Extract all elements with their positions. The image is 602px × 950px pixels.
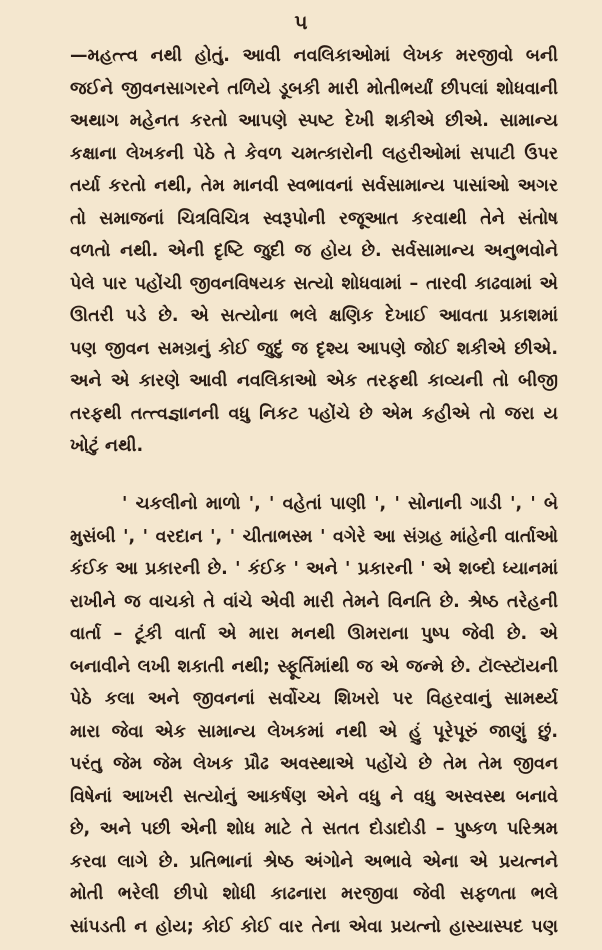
text-line: પરંતુ જેમ જેમ લેખક પ્રૌઢ અવસ્થાએ પહોંચે છે તેમ તેમ જીવન <box>70 754 558 774</box>
text-line: સાંપડતી ન હોય; કોઈ કોઈ વાર તેના એવા પ્રયત્નો હાસ્યાસ્પદ પણ <box>70 916 558 937</box>
text-line: મુસંબી ', ' વરદાન ', ' ચીતાભસ્મ ' વગેરે આ સંગ્રહ માંહેની વાર્તાઓ <box>70 526 558 547</box>
text-line: ખોટું નથી. <box>70 436 144 456</box>
text-line: ઊતરી પડે છે. એ સત્યોના ભલે ક્ષણિક દેખાઈ આવતા પ્રકાશમાં <box>70 306 558 326</box>
text-line: બનાવીને લખી શકાતી નથી; સ્ફૂર્તિમાંથી જ એ જન્મે છે. ટૉલ્સ્ટૉયની <box>70 656 558 677</box>
text-line: પેલે પાર પહોંચી જીવનવિષયક સત્યો શોધવામાં – તારવી કાઢવામાં એ <box>70 273 558 294</box>
text-line: તરફથી તત્ત્વજ્ઞાનની વધુ નિકટ પહોંચે છે એમ કહીએ તો જરા ય <box>70 403 558 424</box>
text-line: અથાગ મહેનત કરતો આપણે સ્પષ્ટ દેખી શકીએ છીએ. સામાન્ય <box>70 111 558 131</box>
paragraph-2 <box>70 488 558 943</box>
text-line: જઈને જીવનસાગરને તળિયે ડૂબકી મારી મોતીભર્યાં છીપલાં શોધવાની <box>70 78 558 99</box>
text-line: કક્ષાના લેખકની પેઠે તે કેવળ ચમત્કારોની લહરીઓમાં સપાટી ઉપર <box>70 143 558 164</box>
text-line: અને એ કારણે આવી નવલિકાઓ એક તરફથી કાવ્યની તો બીજી <box>70 371 558 391</box>
text-line: તર્યા કરતો નથી, તેમ માનવી સ્વભાવનાં સર્વસામાન્ય પાસાંઓ અગર <box>70 176 558 196</box>
text-line: મારા જેવા એક સામાન્ય લેખકમાં નથી એ હું પૂરેપૂરું જાણું છું. <box>70 721 558 742</box>
paragraph-1 <box>70 40 558 463</box>
text-line: ' ચકલીનો માળો ', ' વહેતાં પાણી ', ' સોનાની ગાડી ', ' બે <box>122 494 558 514</box>
text-line: વળતો નથી. એની દૃષ્ટિ જુદી જ હોય છે. સર્વસામાન્ય અનુભવોને <box>70 241 558 261</box>
text-line: પેઠે કલા અને જીવનનાં સર્વોચ્ચ શિખરો પર વિહરવાનું સામર્થ્ય <box>70 689 558 709</box>
text-line: તો સમાજનાં ચિત્રવિચિત્ર સ્વરૂપોની રજૂઆત કરવાથી તેને સંતોષ <box>70 208 558 229</box>
text-line: —મહત્ત્વ નથી હોતું. આવી નવલિકાઓમાં લેખક મરજીવો બની <box>70 46 558 66</box>
text-line: કંઈક આ પ્રકારની છે. ' કંઈક ' અને ' પ્રકારની ' એ શબ્દો ધ્યાનમાં <box>70 559 558 579</box>
page-number: ૫ <box>294 10 308 34</box>
text-line: મોતી ભરેલી છીપો શોધી કાઢનારા મરજીવા જેવી સફળતા ભલે <box>70 884 558 904</box>
text-line: વાર્તા – ટૂંકી વાર્તા એ મારા મનથી ઊમરાના પુષ્પ જેવી છે. એ <box>70 624 558 644</box>
text-line: છે, અને પછી એની શોધ માટે તે સતત દોડાદોડી – પુષ્કળ પરિશ્રમ <box>70 819 558 839</box>
text-line: કરવા લાગે છે. પ્રતિભાનાં શ્રેષ્ઠ અંગોને અભાવે એના એ પ્રયત્નને <box>70 851 558 872</box>
text-line: વિષેનાં આખરી સત્યોનું આકર્ષણ એને વધુ ને વધુ અસ્વસ્થ બનાવે <box>70 786 558 807</box>
text-line: પણ જીવન સમગ્રનું કોઈ જુદું જ દૃશ્ય આપણે જોઈ શકીએ છીએ. <box>70 338 558 359</box>
text-line: રાખીને જ વાચકો તે વાંચે એવી મારી તેમને વિનતિ છે. શ્રેષ્ઠ તરેહની <box>70 591 558 612</box>
